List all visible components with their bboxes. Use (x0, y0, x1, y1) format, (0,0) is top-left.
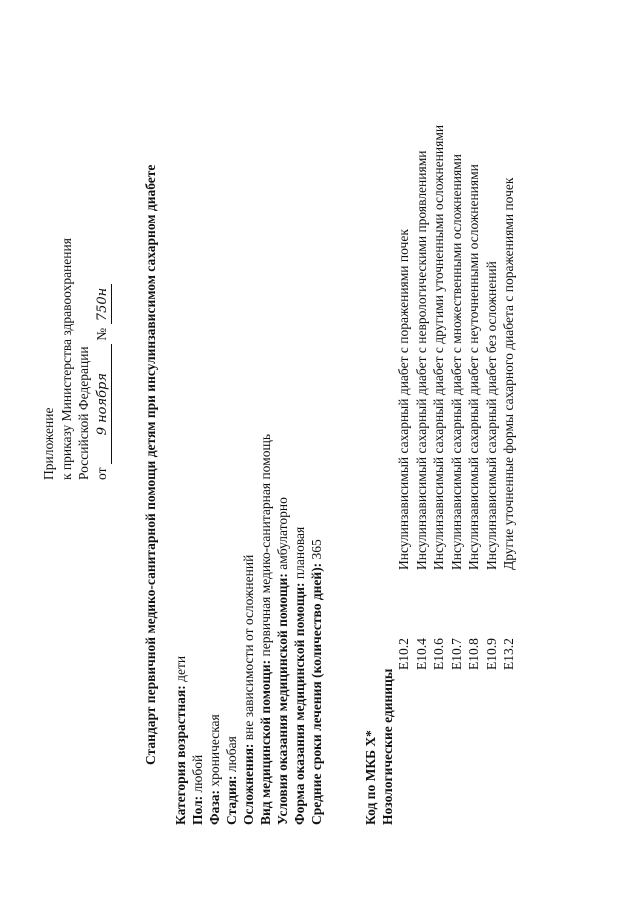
attributes-block (172, 434, 325, 825)
code-row (483, 125, 501, 670)
appendix-number: 750н (94, 285, 113, 325)
attribute-value: любая (224, 736, 239, 776)
code-row (413, 125, 431, 670)
appendix-number-label: № (93, 327, 109, 341)
code-row (430, 125, 448, 670)
attribute-row (308, 434, 325, 825)
attribute-value: 365 (309, 539, 324, 563)
attribute-value: плановая (292, 526, 307, 583)
icd-code: E10.6 (431, 638, 446, 670)
attribute-label: Категория возрастная: (173, 685, 188, 825)
attribute-row (257, 434, 274, 825)
attribute-value: дети (173, 655, 188, 686)
attribute-row (206, 434, 223, 825)
document-title: Стандарт первичной медико-санитарной помощи детям при инсулинзависимом сахарном диабете (143, 164, 158, 765)
attribute-value: первичная медико-санитарная помощь (258, 433, 273, 660)
icd-description: Инсулинзависимый сахарный диабет с другими уточненными осложнениями (431, 124, 446, 570)
icd-description: Другие уточненные формы сахарного диабета с поражениями почек (501, 177, 516, 570)
attribute-row (223, 434, 240, 825)
attribute-label: Осложнения: (241, 743, 256, 825)
icd-code: E10.2 (396, 638, 411, 670)
attribute-row (240, 434, 257, 825)
attribute-row (172, 434, 189, 825)
code-header (362, 669, 396, 825)
attribute-row (189, 434, 206, 825)
icd-code: E10.9 (483, 638, 499, 670)
attribute-value: амбулаторно (275, 497, 290, 574)
attribute-value: любой (190, 754, 205, 796)
appendix-line-1: к приказу Министерства здравоохранения (58, 238, 74, 480)
appendix-line-2: Российской Федерации (76, 346, 91, 480)
icd-description: Инсулинзависимый сахарный диабет с неврологическими проявлениями (413, 150, 429, 570)
appendix-from-label: от (93, 467, 109, 480)
attribute-label: Фаза: (207, 789, 222, 825)
appendix-header (40, 238, 112, 480)
icd-code: E10.4 (413, 638, 429, 670)
code-row (448, 125, 466, 670)
attribute-value: вне зависимости от осложнений (241, 554, 256, 744)
icd-description: Инсулинзависимый сахарный диабет с поражениями почек (396, 229, 411, 570)
icd-code: E10.8 (466, 638, 481, 670)
code-row (500, 125, 518, 670)
icd-code: E13.2 (501, 638, 516, 670)
appendix-title: Приложение (41, 407, 56, 480)
codes-list (395, 125, 518, 670)
attribute-label: Вид медицинской помощи: (258, 659, 273, 825)
attribute-row (274, 434, 291, 825)
code-row (395, 125, 413, 670)
icd-code: E10.7 (448, 638, 464, 670)
code-row (465, 125, 483, 670)
attribute-label: Условия оказания медицинской помощи: (275, 573, 290, 825)
icd-code-label: Код по МКБ X* (363, 730, 378, 825)
appendix-date: 9 ноября (94, 344, 113, 464)
attribute-label: Пол: (190, 795, 205, 825)
icd-description: Инсулинзависимый сахарный диабет с множественными осложнениями (448, 154, 464, 570)
attribute-label: Средние сроки лечения (количество дней): (309, 562, 324, 825)
attribute-row (291, 434, 308, 825)
attribute-label: Стадия: (224, 775, 239, 825)
attribute-label: Форма оказания медицинской помощи: (292, 582, 307, 825)
icd-description: Инсулинзависимый сахарный диабет без осложнений (483, 261, 499, 570)
nosology-label: Нозологические единицы (380, 668, 395, 825)
attribute-value: хроническая (207, 714, 222, 790)
icd-description: Инсулинзависимый сахарный диабет с неуточненными осложнениями (466, 164, 481, 570)
appendix-date-line (93, 238, 113, 480)
